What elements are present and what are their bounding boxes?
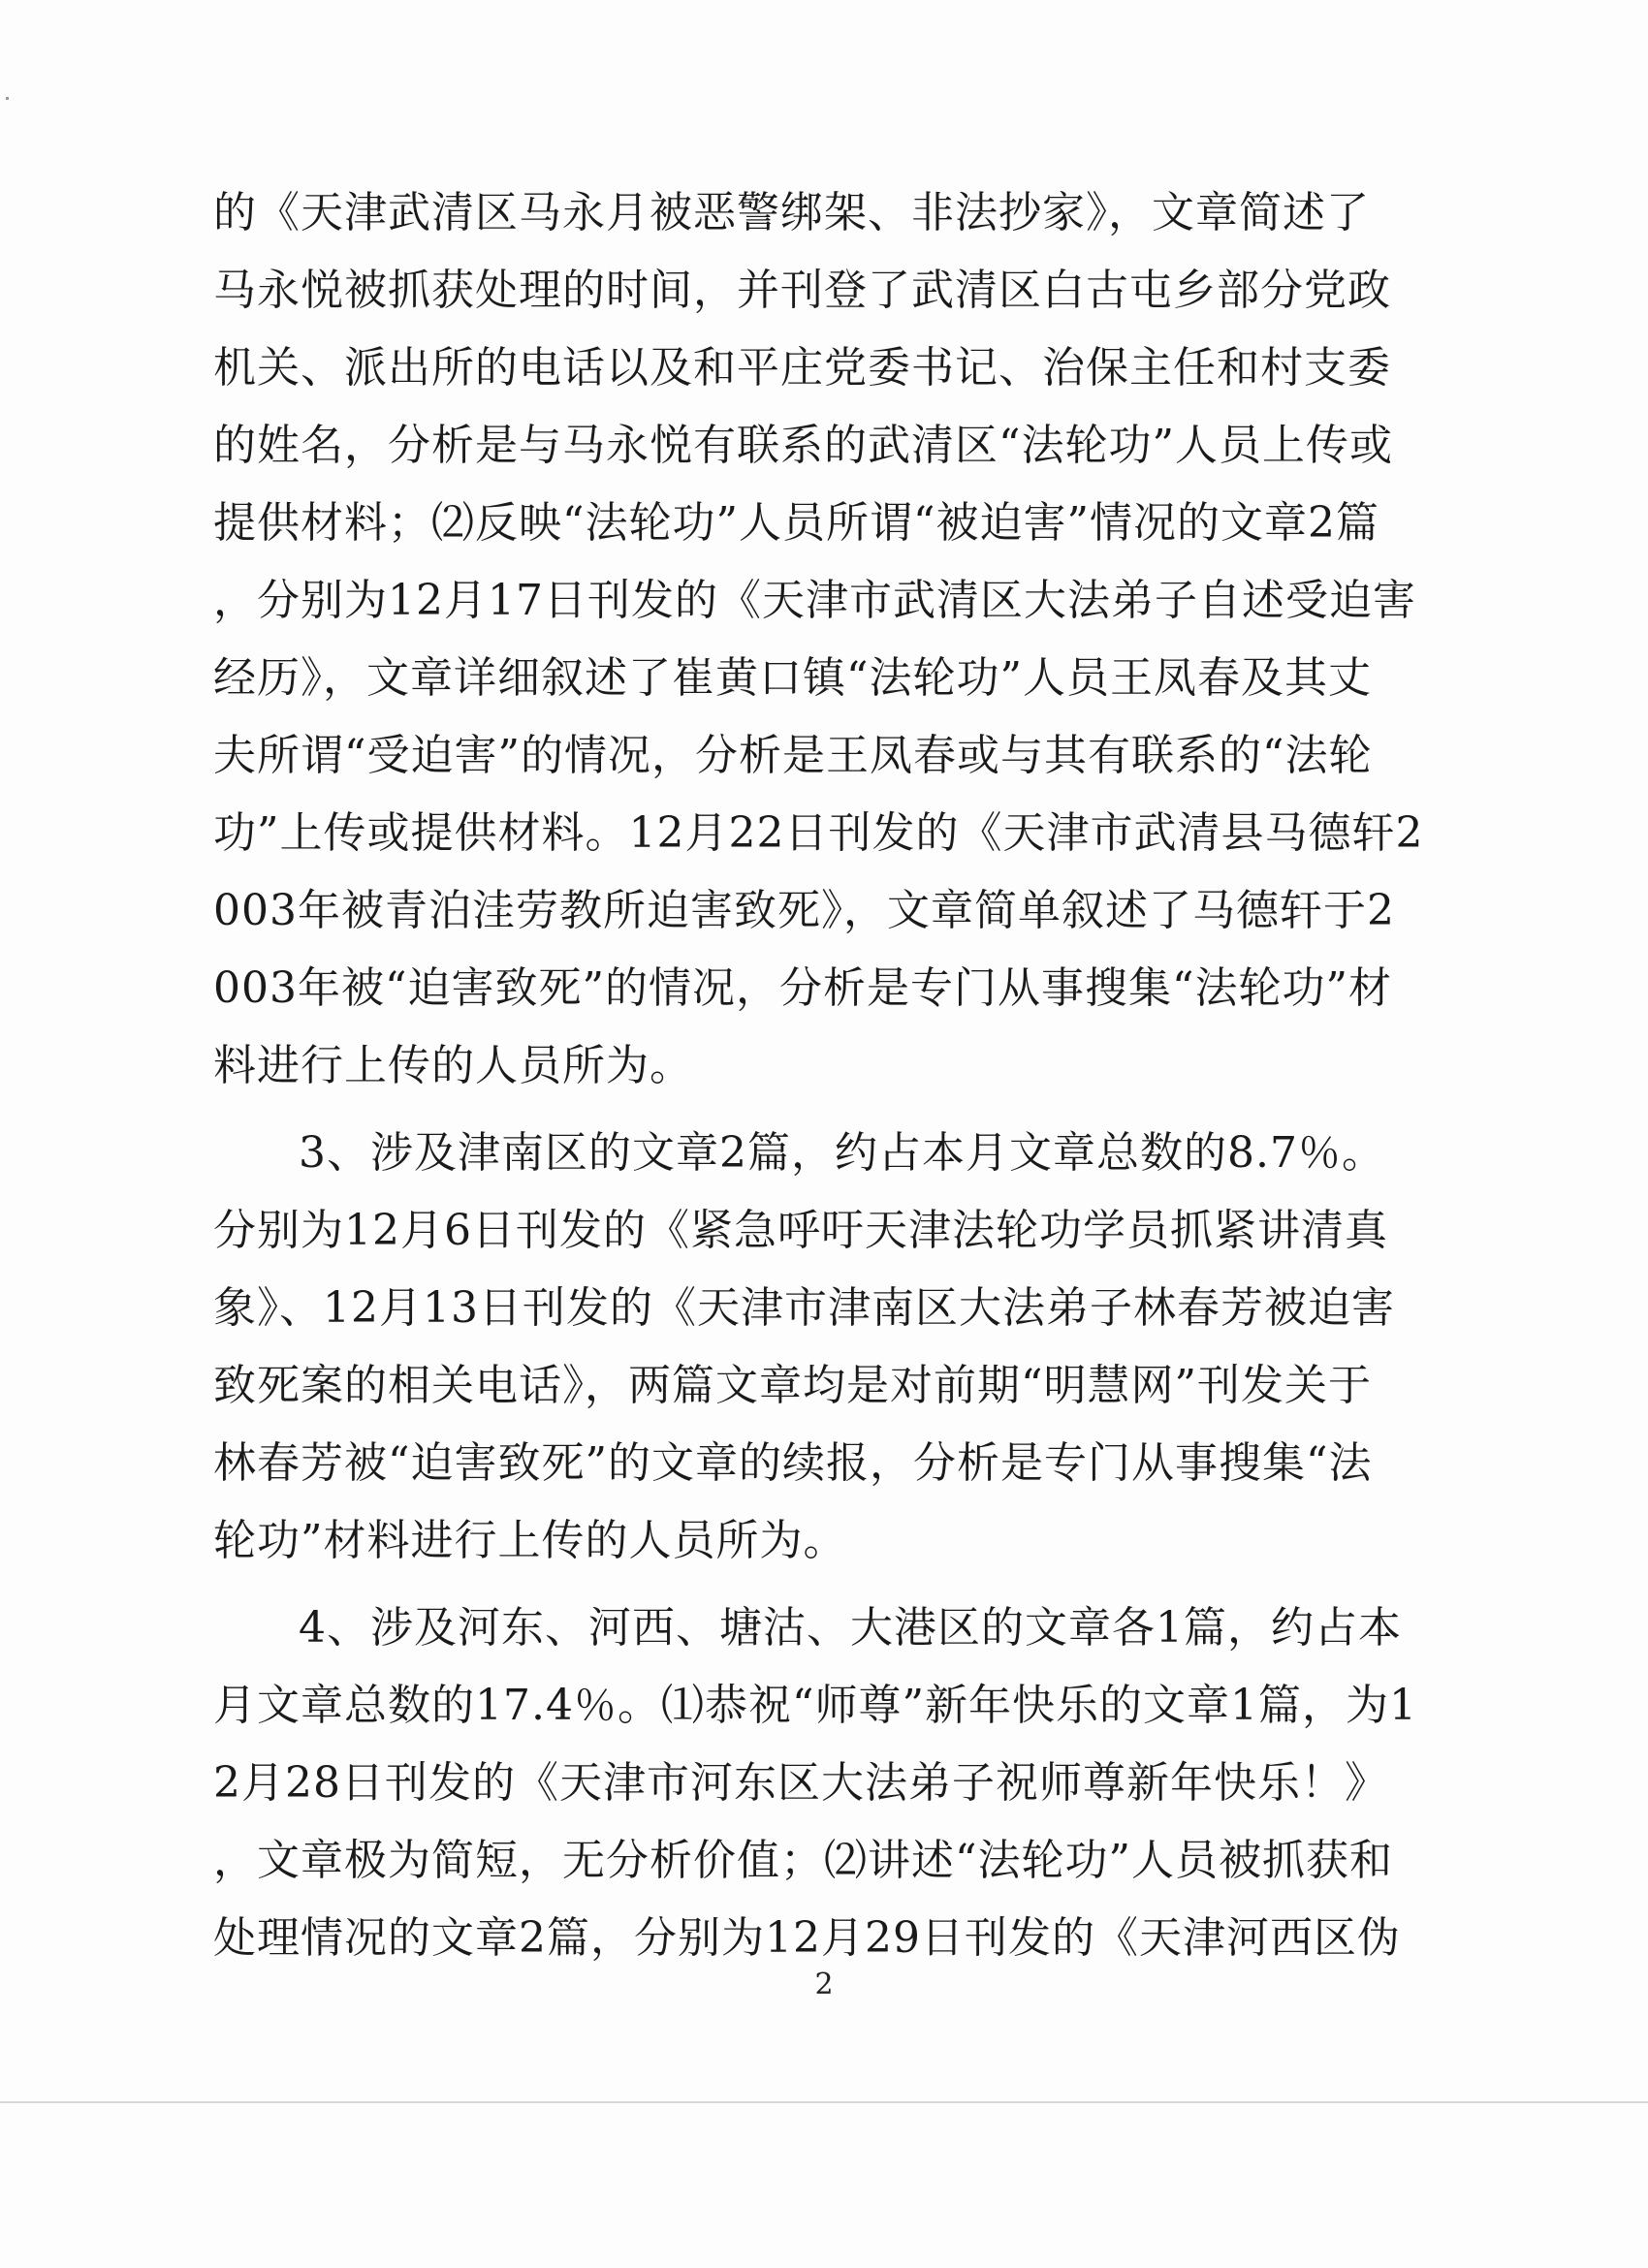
- body-text: [213, 174, 1444, 1977]
- text-line: 致死案的相关电话》，两篇文章均是对前期“明慧网”刊发关于: [213, 1361, 1372, 1410]
- text-line: 料进行上传的人员所为。: [213, 1041, 693, 1090]
- text-line: 马永悦被抓获处理的时间，并刊登了武清区白古屯乡部分党政: [213, 266, 1391, 315]
- text-line: 3、涉及津南区的文章2篇，约占本月文章总数的8.7％。: [299, 1128, 1385, 1178]
- scan-edge-line: [0, 2101, 1648, 2103]
- text-line: 轮功”材料进行上传的人员所为。: [213, 1516, 847, 1565]
- text-line: 机关、派出所的电话以及和平庄党委书记、治保主任和村支委: [213, 343, 1391, 393]
- text-line: 003年被青泊洼劳教所迫害致死》，文章简单叙述了马德轩于2: [213, 886, 1395, 935]
- text-line: 月文章总数的17.4％。⑴恭祝“师尊”新年快乐的文章1篇，为1: [213, 1681, 1417, 1730]
- text-line: 分别为12月6日刊发的《紧急呼吁天津法轮功学员抓紧讲清真: [213, 1206, 1388, 1255]
- text-line: 夫所谓“受迫害”的情况，分析是王凤春或与其有联系的“法轮: [213, 731, 1373, 780]
- text-line: 2月28日刊发的《天津市河东区大法弟子祝师尊新年快乐！》: [213, 1758, 1388, 1808]
- paragraph-3: [213, 1590, 1444, 1977]
- text-line: 象》、12月13日刊发的《天津市津南区大法弟子林春芳被迫害: [213, 1283, 1395, 1333]
- text-line: 的姓名，分析是与马永悦有联系的武清区“法轮功”人员上传或: [213, 421, 1393, 470]
- text-line: 林春芳被“迫害致死”的文章的续报，分析是专门从事搜集“法: [213, 1438, 1373, 1488]
- text-line: 经历》，文章详细叙述了崔黄口镇“法轮功”人员王凤春及其丈: [213, 653, 1372, 703]
- scan-speck: [6, 97, 9, 100]
- text-line: 的《天津武清区马永月被恶警绑架、非法抄家》，文章简述了: [213, 188, 1370, 237]
- text-line: 功”上传或提供材料。12月22日刊发的《天津市武清县马德轩2: [213, 808, 1424, 858]
- text-line: ，文章极为简短，无分析价值；⑵讲述“法轮功”人员被抓获和: [213, 1836, 1393, 1885]
- page-number: 2: [814, 1968, 834, 2001]
- text-line: ，分别为12月17日刊发的《天津市武清区大法弟子自述受迫害: [213, 576, 1416, 625]
- text-line: 003年被“迫害致死”的情况，分析是专门从事搜集“法轮功”材: [213, 963, 1392, 1013]
- text-line: 提供材料；⑵反映“法轮功”人员所谓“被迫害”情况的文章2篇: [213, 498, 1379, 548]
- paragraph-2: [213, 1115, 1444, 1580]
- text-line: 4、涉及河东、河西、塘沽、大港区的文章各1篇，约占本: [299, 1603, 1402, 1653]
- paragraph-1: [213, 174, 1444, 1105]
- text-line: 处理情况的文章2篇，分别为12月29日刊发的《天津河西区伪: [213, 1913, 1401, 1963]
